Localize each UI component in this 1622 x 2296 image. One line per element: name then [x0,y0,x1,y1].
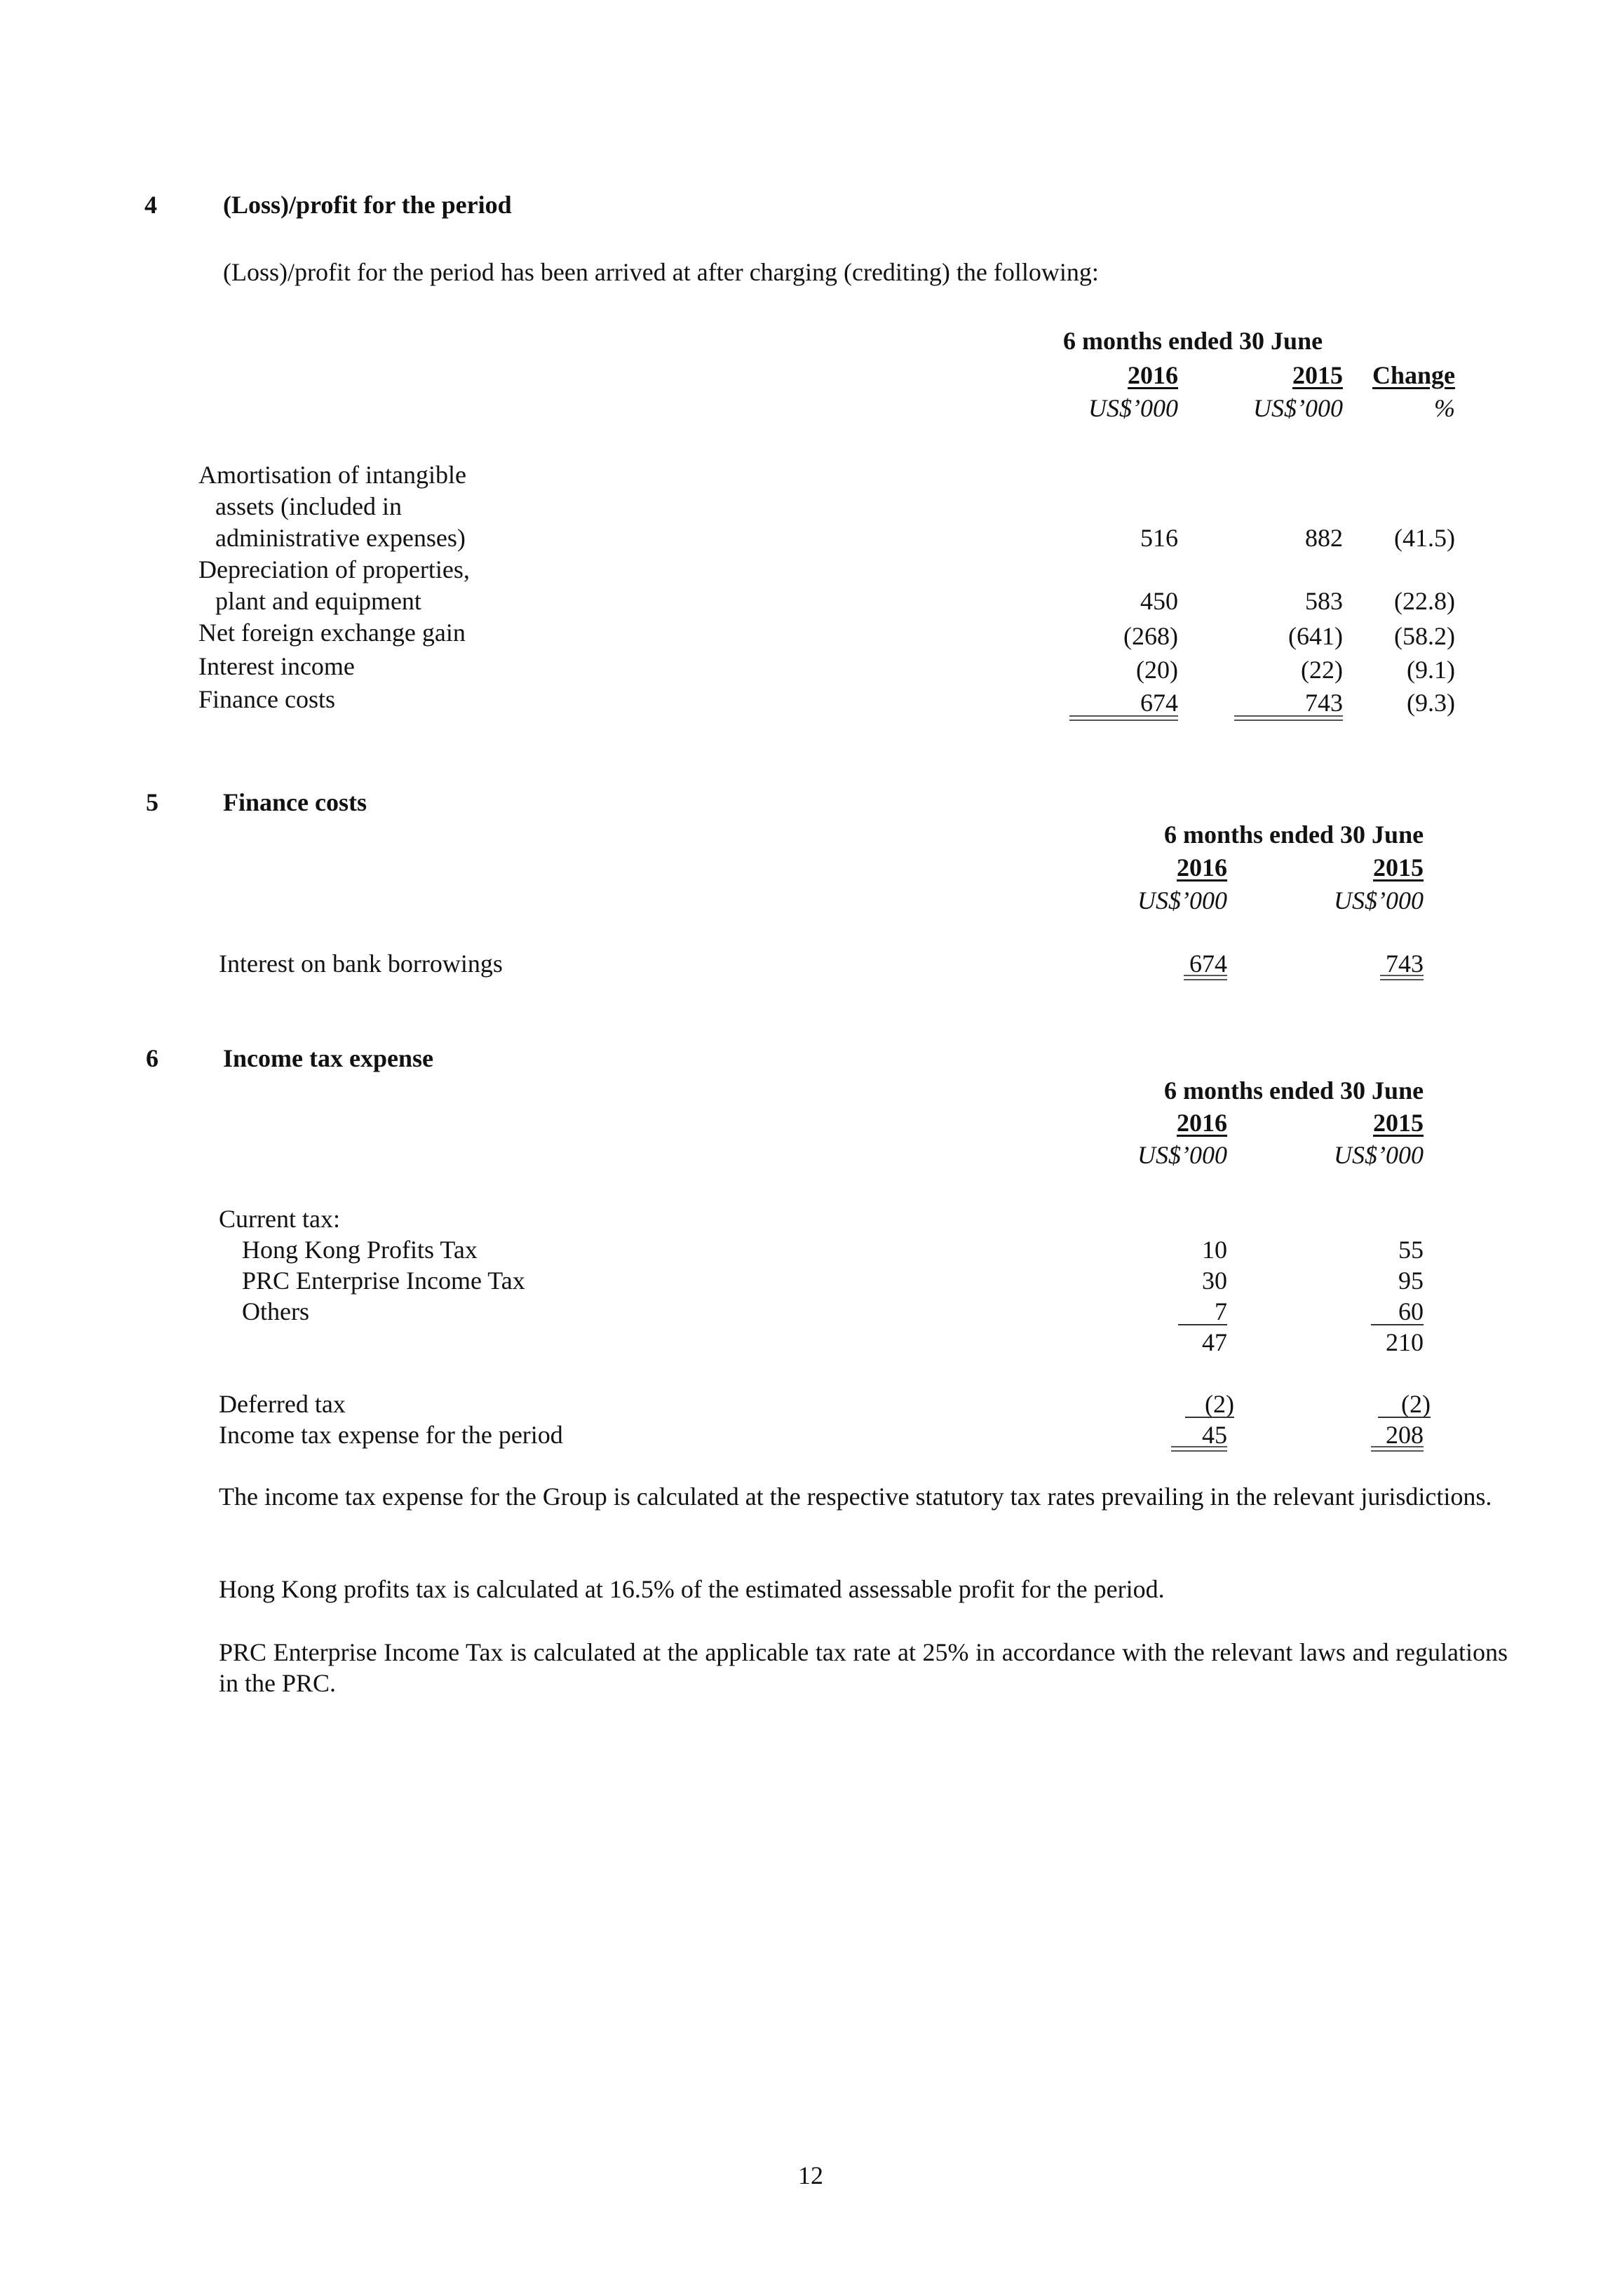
s4-row-label: assets (included in [215,492,402,520]
section-4-intro: (Loss)/profit for the period has been arrived at after charging (crediting) the following: [223,258,1099,286]
s6-cell: 7 [1215,1297,1227,1325]
s6-cell: 10 [1202,1236,1227,1264]
section-6-title: Income tax expense [223,1044,433,1072]
section-4-number: 4 [144,191,157,219]
s4-cell: 450 [1140,587,1178,615]
s5-cell: 743 [1386,950,1424,978]
s4-row-label: Amortisation of intangible [198,461,466,489]
s4-double-underline [1069,715,1178,721]
s4-col-2015: 2015 [1292,361,1343,389]
s4-row-label: Depreciation of properties, [198,555,470,583]
s6-subtotal-rule [1371,1324,1424,1325]
s6-cell: 55 [1398,1236,1424,1264]
s4-unit-2016: US$’000 [1088,394,1178,422]
s4-unit-2015: US$’000 [1253,394,1343,422]
s4-cell: (268) [1123,622,1178,650]
s6-total-cell: 208 [1386,1421,1424,1449]
s5-col-2016: 2016 [1177,853,1227,882]
s6-subtotal-rule [1178,1324,1227,1325]
s4-unit-change: % [1434,394,1455,422]
section-6-number: 6 [146,1044,158,1072]
s6-deferred-rule [1378,1417,1431,1418]
s6-deferred-cell: (2) [1401,1390,1431,1418]
s6-total-label: Income tax expense for the period [219,1421,563,1449]
s4-row-label: plant and equipment [215,587,421,615]
s4-row-label: administrative expenses) [215,524,466,552]
s4-cell: (9.1) [1407,656,1455,684]
s4-cell: 674 [1140,689,1178,717]
section-5-title: Finance costs [223,788,367,816]
section-5-number: 5 [146,788,158,816]
s6-paragraph: Hong Kong profits tax is calculated at 16.5% of the estimated assessable profit for the period. [219,1575,1165,1603]
s6-period-header: 6 months ended 30 June [1164,1076,1424,1105]
page-number: 12 [798,2161,823,2189]
s6-cell: 60 [1398,1297,1424,1325]
s6-total-cell: 45 [1202,1421,1227,1449]
s4-cell: 516 [1140,524,1178,552]
s6-current-tax-label: Current tax: [219,1205,340,1233]
s5-col-2015: 2015 [1373,853,1424,882]
s6-paragraph: The income tax expense for the Group is calculated at the respective statutory tax rates prevailing in the relevant jurisdictions. [219,1483,1492,1511]
s6-subtotal: 210 [1386,1328,1424,1356]
s6-col-2015: 2015 [1373,1109,1424,1137]
s5-period-header: 6 months ended 30 June [1164,821,1424,849]
s4-cell: (41.5) [1394,524,1455,552]
s4-cell: (9.3) [1407,689,1455,717]
s5-double-underline [1184,975,1227,980]
s4-cell: 882 [1305,524,1343,552]
s6-paragraph: PRC Enterprise Income Tax is calculated at the applicable tax rate at 25% in accordance with the relevant laws and regulations in the PRC. [219,1638,1508,1697]
s4-cell: 583 [1305,587,1343,615]
s4-double-underline [1234,715,1343,721]
s6-deferred-label: Deferred tax [219,1390,346,1418]
s4-cell: (22) [1301,656,1343,684]
s6-cell: 30 [1202,1267,1227,1295]
s6-deferred-rule [1185,1417,1234,1418]
s6-row-label: Others [242,1297,309,1325]
s4-cell: (22.8) [1394,587,1455,615]
s4-cell: (20) [1136,656,1178,684]
s5-double-underline [1380,975,1424,980]
s4-col-2016: 2016 [1128,361,1178,389]
s4-row-label: Finance costs [198,685,335,713]
s6-col-2016: 2016 [1177,1109,1227,1137]
section-4-title: (Loss)/profit for the period [223,191,512,219]
s5-cell: 674 [1189,950,1227,978]
s5-row-label: Interest on bank borrowings [219,950,503,978]
s4-cell: 743 [1305,689,1343,717]
s6-double-underline [1371,1446,1424,1452]
s5-unit-2016: US$’000 [1137,886,1227,914]
s6-row-label: PRC Enterprise Income Tax [242,1267,525,1295]
s4-col-change: Change [1372,361,1455,389]
s4-row-label: Net foreign exchange gain [198,619,466,647]
s6-unit-2016: US$’000 [1137,1141,1227,1169]
s4-period-header: 6 months ended 30 June [1063,327,1323,355]
s6-double-underline [1171,1446,1227,1452]
s4-cell: (641) [1288,622,1343,650]
s5-unit-2015: US$’000 [1334,886,1424,914]
s6-cell: 95 [1398,1267,1424,1295]
s6-unit-2015: US$’000 [1334,1141,1424,1169]
s4-cell: (58.2) [1394,622,1455,650]
s6-deferred-cell: (2) [1205,1390,1234,1418]
s6-row-label: Hong Kong Profits Tax [242,1236,478,1264]
s4-row-label: Interest income [198,652,355,680]
s6-subtotal: 47 [1202,1328,1227,1356]
